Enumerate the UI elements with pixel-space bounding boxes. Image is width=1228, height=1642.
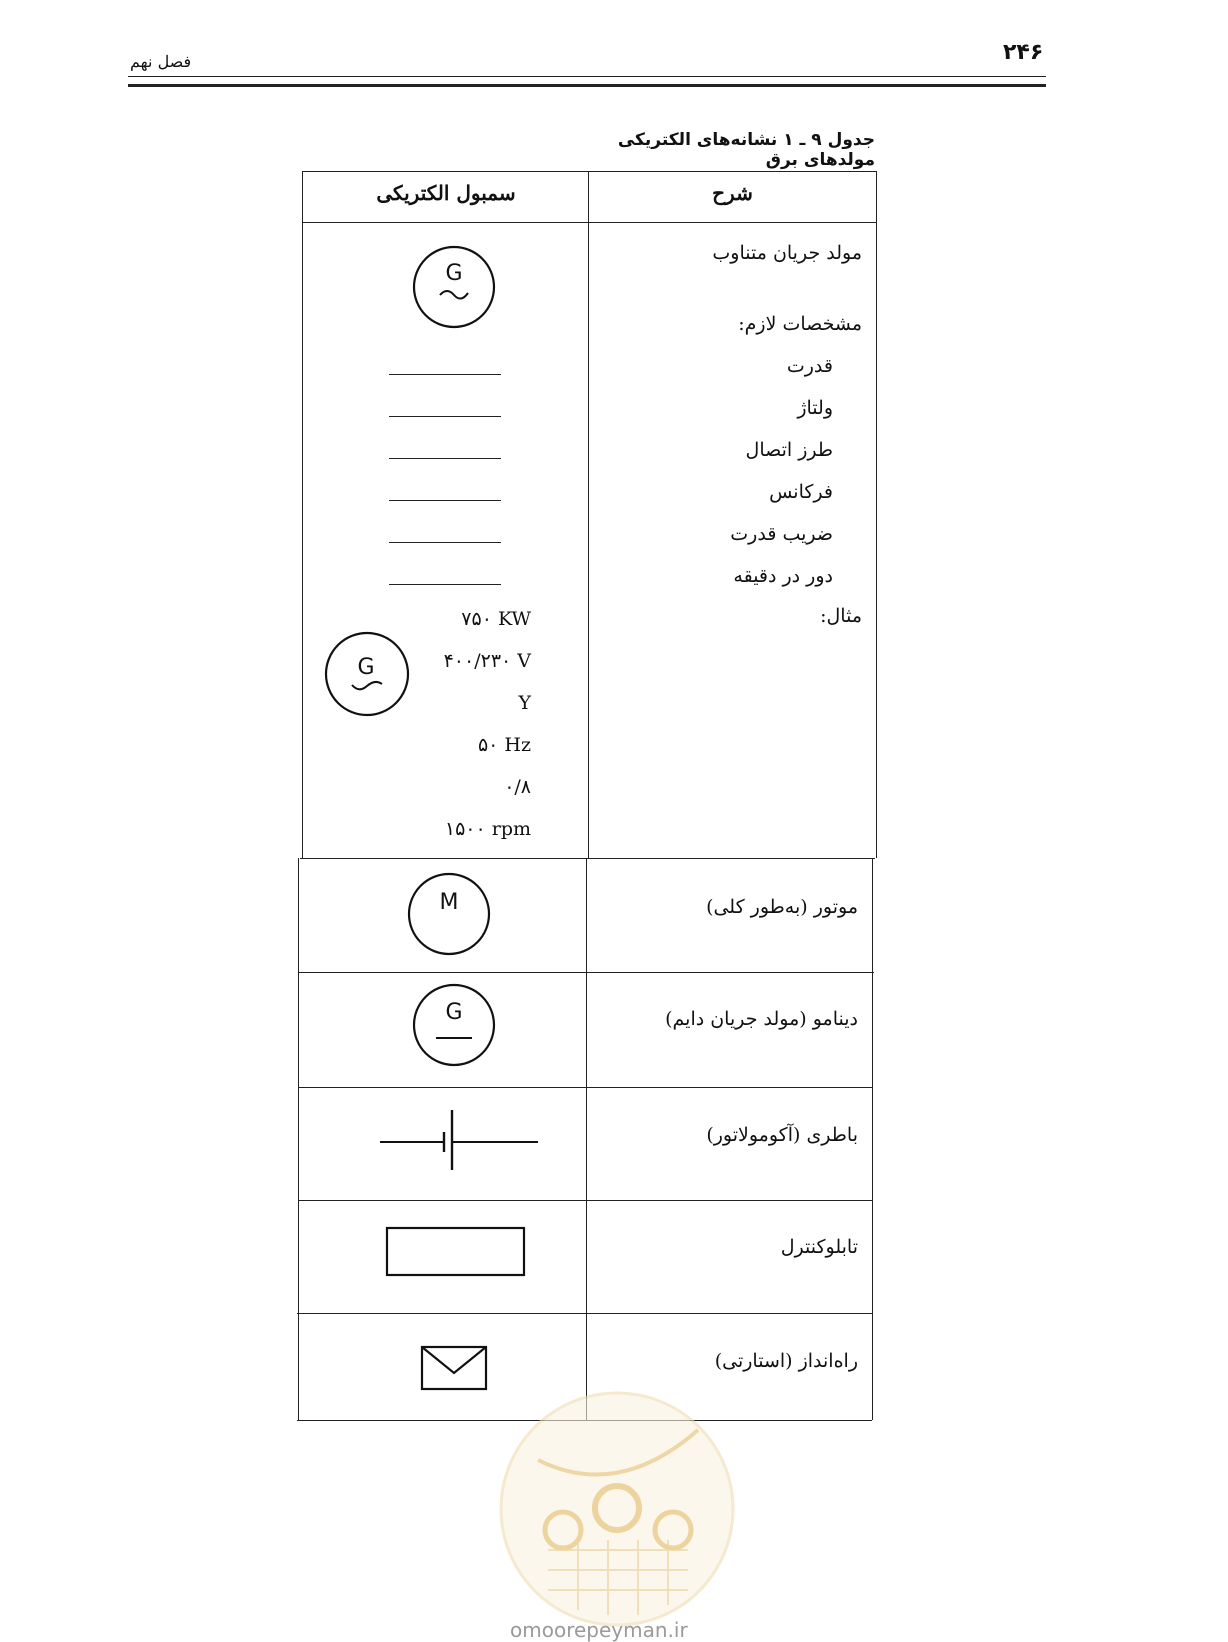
svg-text:M: M (439, 890, 459, 915)
spec-blank-line (389, 500, 501, 501)
row-description: راه‌انداز (استارتی) (714, 1350, 858, 1372)
spec-label: فرکانس (769, 481, 833, 503)
svg-text:G: G (357, 655, 375, 680)
row-divider (300, 858, 875, 859)
example-value: Y (518, 692, 531, 714)
header-description: شرح (712, 181, 753, 205)
starter-icon (420, 1345, 490, 1393)
example-value: ۱۵۰۰ rpm (444, 818, 531, 840)
spec-blank-line (389, 458, 501, 459)
spec-label: قدرت (786, 355, 833, 377)
example-value: ۷۵۰ KW (461, 608, 531, 630)
row-description: موتور (به‌طور کلی) (706, 896, 858, 918)
specs-title: مشخصات لازم: (738, 313, 862, 335)
control-panel-icon (385, 1226, 527, 1278)
ac-generator-icon (410, 243, 498, 331)
example-label: مثال: (820, 605, 862, 627)
table-caption: جدول ۹ ـ ۱ نشانه‌های الکتریکی مولدهای برق (617, 130, 875, 170)
header-symbol: سمبول الکتریکی (376, 181, 516, 205)
spec-label: ولتاژ (797, 397, 833, 419)
website-label: omoorepeyman.ir (510, 1618, 688, 1642)
example-value: ۰/۸ (504, 776, 531, 798)
spec-label: ضریب قدرت (730, 523, 833, 545)
header-divider (302, 222, 877, 223)
table-border-left (302, 171, 303, 858)
column-divider (586, 858, 587, 1420)
spec-blank-line (389, 374, 501, 375)
table-border-right (876, 171, 877, 858)
chapter-title: فصل نهم (130, 52, 192, 71)
row-description: مولد جریان متناوب (712, 242, 862, 264)
example-value: ۵۰ Hz (477, 734, 531, 756)
battery-icon (378, 1108, 540, 1172)
column-divider (588, 171, 589, 858)
ac-generator-example-icon (322, 629, 412, 719)
dc-generator-icon (410, 981, 498, 1069)
header-rule-thin (128, 76, 1046, 77)
spec-blank-line (389, 584, 501, 585)
spec-label: دور در دقیقه (733, 565, 833, 587)
spec-blank-line (389, 416, 501, 417)
row-description: دینامو (مولد جریان دایم) (665, 1008, 858, 1030)
table-border-top (302, 171, 877, 172)
table-border-right (872, 858, 873, 1420)
svg-text:G: G (445, 1000, 463, 1025)
publisher-seal-icon (498, 1390, 736, 1628)
svg-text:G: G (445, 261, 463, 286)
spec-label: طرز اتصال (745, 439, 833, 461)
row-description: تابلوکنترل (780, 1236, 858, 1258)
header-rule-thick (128, 84, 1046, 87)
table-border-left (298, 858, 299, 1420)
row-description: باطری (آکومولاتور) (706, 1124, 858, 1146)
motor-icon (405, 870, 493, 958)
page-number: ۲۴۶ (1003, 40, 1044, 65)
example-value: ۴۰۰/۲۳۰ V (443, 650, 531, 672)
spec-blank-line (389, 542, 501, 543)
row-divider (297, 1313, 872, 1314)
